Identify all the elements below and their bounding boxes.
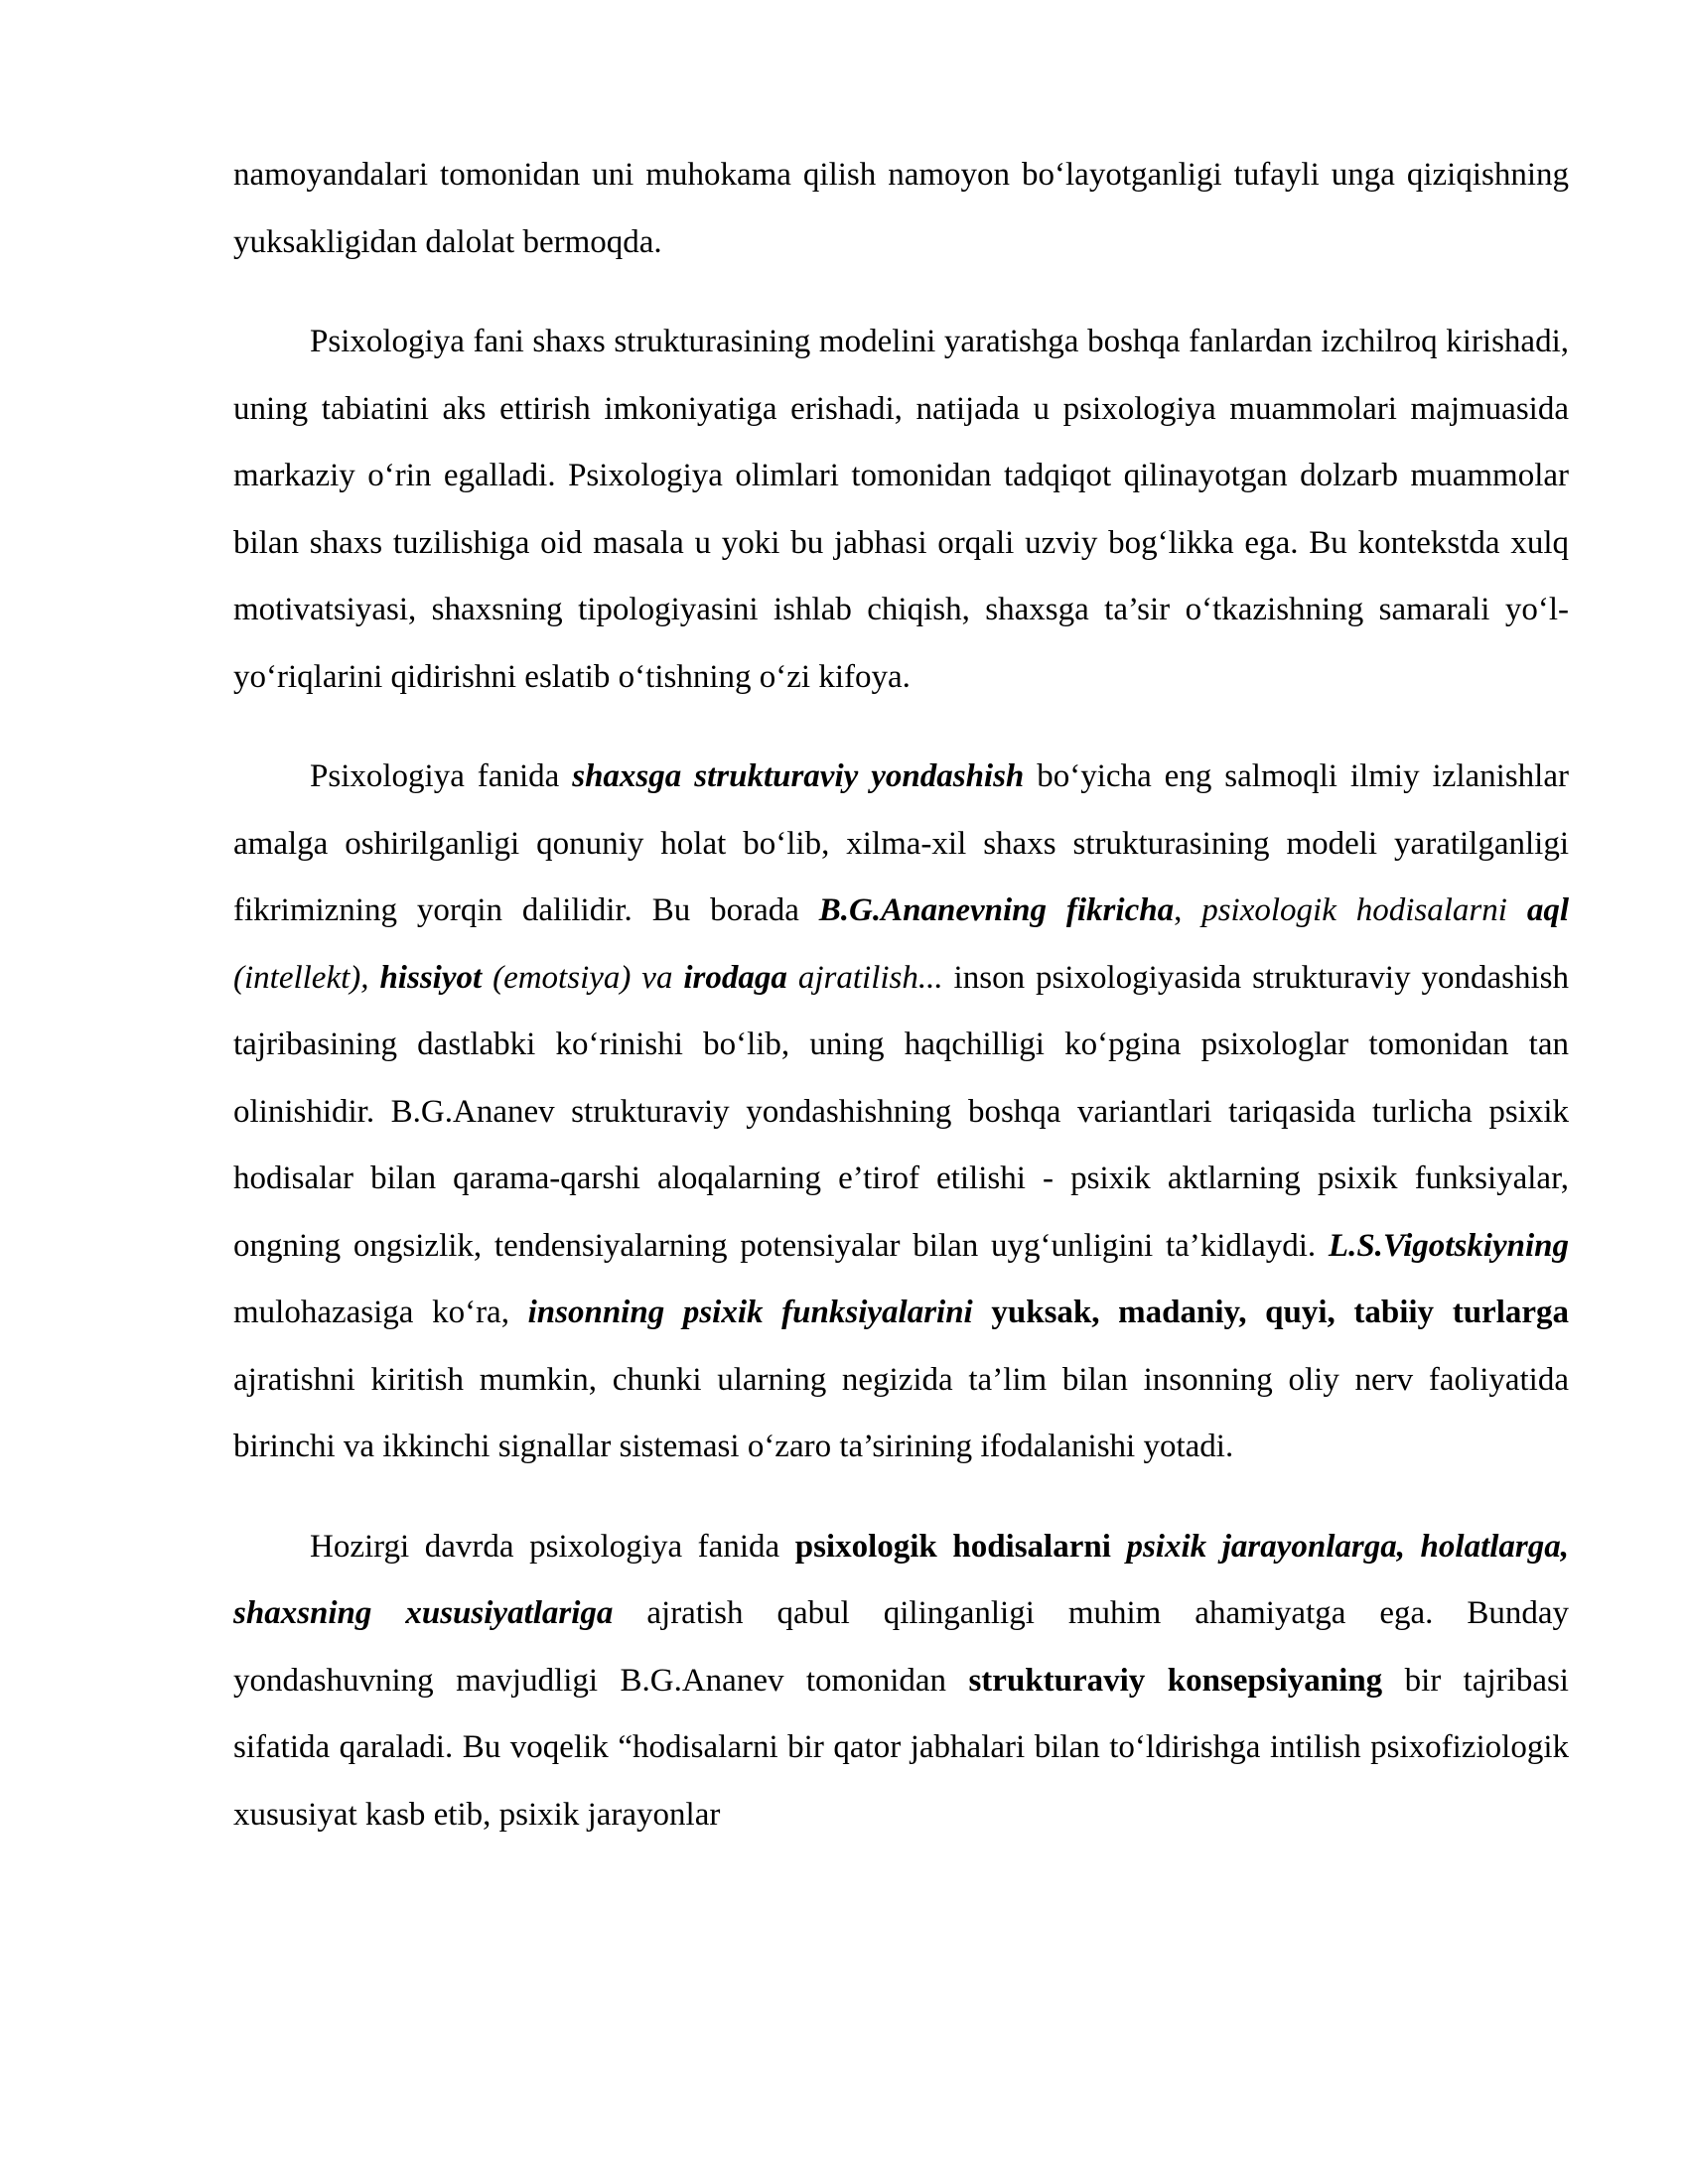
text-segment: inson psixologiyasida strukturaviy yondashish tajribasining dastlabki ko‘rinishi bo‘lib, uning haqchilligi ko‘pgina psixologlar tomonidan tan olinishidir. B.G.Ananev strukturaviy yondashishning boshqa variantlari tariqasida turlicha psixik hodisalar bilan qarama-qarshi aloqalarning e’tirof etilishi - psixik aktlarning psixik funksiyalar, ongning ongsizlik, tendensiyalarning potensiyalar bilan uyg‘unligini ta’kidlaydi. (233, 959, 1569, 1264)
text-segment: psixik jarayonlarga, holatlarga, shaxsning xususiyatlariga (233, 1528, 1570, 1631)
text-segment: aql (1526, 892, 1569, 928)
text-segment: , (1174, 892, 1202, 928)
text-segment: insonning psixik funksiyalarini (527, 1295, 973, 1330)
text-segment: ajratish qabul qilinganligi muhim ahamiyatga ega. Bunday yondashuvning mavjudligi B.G.Ananev tomonidan (233, 1595, 1569, 1699)
text-segment: (intellekt), (233, 959, 380, 996)
paragraph (233, 1514, 1569, 1849)
text-segment: Hozirgi davrda psixologiya fanida (310, 1528, 795, 1565)
text-segment: shaxsga strukturaviy yondashish (572, 758, 1025, 794)
text-segment: irodaga (683, 959, 787, 996)
paragraph (233, 744, 1569, 1481)
text-segment: strukturaviy konsepsiyaning (968, 1662, 1383, 1699)
text-segment: (emotsiya) va (482, 959, 684, 996)
text-segment: psixologik hodisalarni (1201, 892, 1527, 928)
text-segment: bo‘yicha eng salmoqli ilmiy izlanishlar amalga oshirilganligi qonuniy holat bo‘lib, xilma-xil shaxs strukturasining modeli yaratilganligi fikrimizning yorqin dalilidir. Bu borada (233, 758, 1569, 928)
text-segment: namoyandalari tomonidan uni muhokama qilish namoyon bo‘layotganligi tufayli unga qiziqishning yuksakligidan dalolat bermoqda. (233, 157, 1569, 260)
paragraph (233, 309, 1569, 711)
text-segment: mulohazasiga ko‘ra, (233, 1295, 528, 1330)
text-segment: Psixologiya fanida (310, 758, 573, 794)
text-segment: yuksak, madaniy, quyi, tabiiy turlarga (972, 1295, 1570, 1330)
text-segment: L.S.Vigotskiyning (1328, 1227, 1569, 1264)
text-segment: ajratilish... (786, 959, 943, 996)
text-segment: B.G.Ananevning fikricha (818, 892, 1175, 928)
text-segment: ajratishni kiritish mumkin, chunki ularning negizida ta’lim bilan insonning oliy nerv faoliyatida birinchi va ikkinchi signallar sistemasi o‘zaro ta’sirining ifodalanishi yotadi. (233, 1361, 1569, 1464)
paragraph (233, 142, 1569, 276)
text-segment: Psixologiya fani shaxs strukturasining modelini yaratishga boshqa fanlardan izchilroq kirishadi, uning tabiatini aks ettirish imkoniyatiga erishadi, natijada u psixologiya muammolari majmuasida markaziy o‘rin egalladi. Psixologiya olimlari tomonidan tadqiqot qilinayotgan dolzarb muammolar bilan shaxs tuzilishiga oid masala u yoki bu jabhasi orqali uzviy bog‘likka ega. Bu kontekstda xulq motivatsiyasi, shaxsning tipologiyasini ishlab chiqish, shaxsga ta’sir o‘tkazishning samarali yo‘l-yo‘riqlarini qidirishni eslatib o‘tishning o‘zi kifoya. (233, 324, 1569, 695)
text-segment: psixologik hodisalarni (794, 1528, 1127, 1565)
document-text (233, 142, 1569, 1881)
text-segment: bir tajribasi sifatida qaraladi. Bu voqelik “hodisalarni bir qator jabhalari bilan to‘ldirishga intilish psixofiziologik xususiyat kasb etib, psixik jarayonlar (233, 1662, 1569, 1833)
text-segment: hissiyot (379, 959, 483, 996)
